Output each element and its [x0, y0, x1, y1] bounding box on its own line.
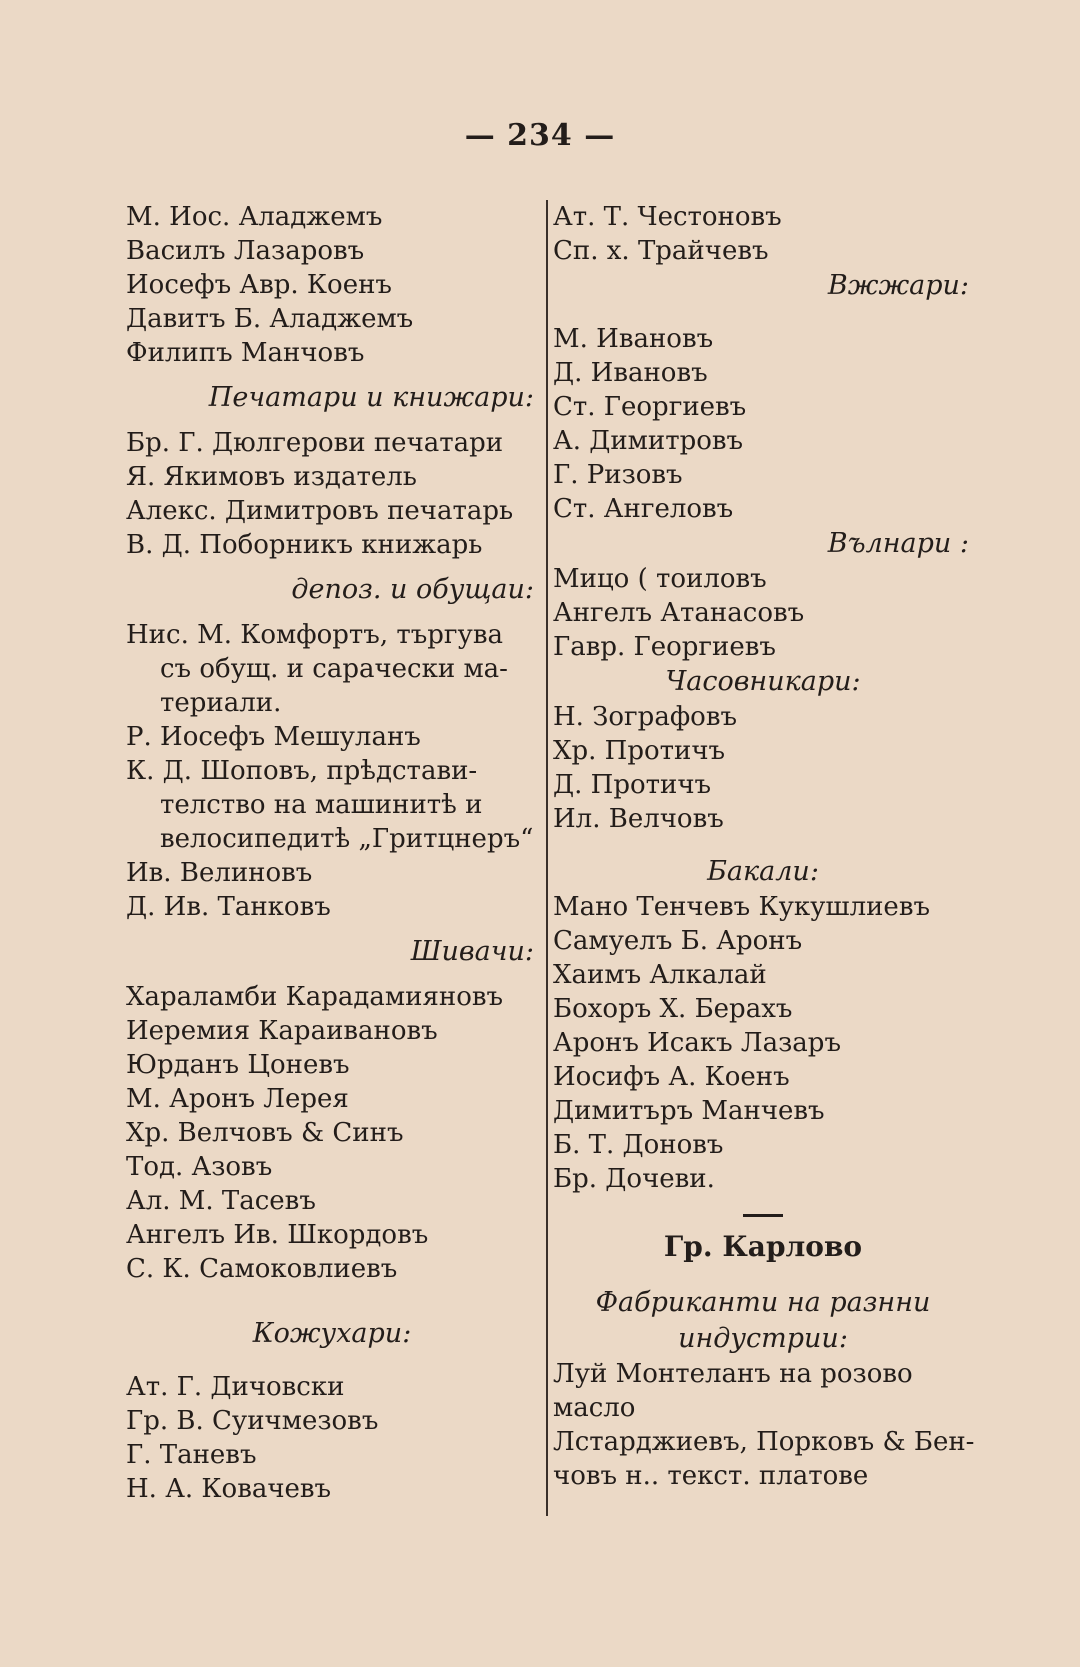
list-item: Гавр. Георгиевъ	[553, 632, 776, 662]
list-item: Бохоръ Х. Берахъ	[553, 994, 793, 1024]
list-item: Давитъ Б. Аладжемъ	[126, 304, 414, 334]
list-item: М. Иос. Аладжемъ	[126, 202, 383, 232]
list-item: Г. Ризовъ	[553, 460, 683, 490]
section-heading-ropemakers: Вжжари:	[827, 270, 969, 301]
list-item: Димитъръ Манчевъ	[553, 1096, 825, 1126]
city-heading: Гр. Карлово	[663, 1230, 863, 1263]
list-item: Г. Таневъ	[126, 1440, 257, 1470]
list-item: Ил. Велчовъ	[553, 804, 724, 834]
list-item: М. Ивановъ	[553, 324, 714, 354]
list-item: Василъ Лазаровъ	[126, 236, 365, 266]
list-item: Лстарджиевъ, Порковъ & Бен-	[553, 1427, 975, 1457]
section-heading-deposits: депоз. и обущаи:	[291, 574, 534, 605]
section-heading-woolers: Вълнари :	[827, 528, 969, 559]
section-heading-manufacturers: Фабриканти на разнни	[595, 1287, 931, 1318]
list-item: Иосифъ А. Коенъ	[553, 1062, 790, 1092]
list-item: Юрданъ Цоневъ	[126, 1050, 350, 1080]
list-item: Хр. Велчовъ & Синъ	[126, 1118, 404, 1148]
list-item: Хаимъ Алкалай	[553, 960, 767, 990]
column-divider	[546, 200, 548, 1516]
left-column	[126, 200, 538, 1506]
list-item: Гр. В. Суичмезовъ	[126, 1406, 379, 1436]
section-heading-tailors: Шивачи:	[410, 936, 534, 967]
section-heading-watchmakers: Часовникари:	[665, 666, 861, 697]
list-item: Н. Зографовъ	[553, 702, 738, 732]
list-item: К. Д. Шоповъ, прѣдстави-	[126, 756, 478, 786]
list-item: Я. Якимовъ издатель	[126, 462, 417, 492]
list-item: Н. А. Ковачевъ	[126, 1474, 332, 1504]
list-item: Нис. М. Комфортъ, търгува	[126, 620, 503, 650]
list-item: Иосефъ Авр. Коенъ	[126, 270, 392, 300]
list-item: масло	[553, 1393, 636, 1423]
list-item: Хараламби Карадамияновъ	[126, 982, 504, 1012]
list-item: Мицо ( тоиловъ	[553, 564, 767, 594]
list-item: телство на машинитѣ и	[160, 790, 483, 820]
section-heading-manufacturers-cont: индустрии:	[678, 1323, 848, 1354]
list-item: Алекс. Димитровъ печатарь	[126, 496, 514, 526]
list-item: съ обущ. и сарачески ма-	[160, 654, 508, 684]
list-item: Ст. Георгиевъ	[553, 392, 747, 422]
list-item: териали.	[160, 688, 282, 718]
list-item: човъ н.. текст. платове	[553, 1461, 869, 1491]
list-item: Иеремия Караивановъ	[126, 1016, 438, 1046]
list-item: Луй Монтеланъ на розово	[553, 1359, 913, 1389]
list-item: Б. Т. Доновъ	[553, 1130, 724, 1160]
page-number: — 234 —	[464, 118, 616, 153]
list-item: Самуелъ Б. Аронъ	[553, 926, 803, 956]
list-item: Ал. М. Тасевъ	[126, 1186, 316, 1216]
list-item: Аронъ Исакъ Лазаръ	[553, 1028, 841, 1058]
list-item: Бр. Дочеви.	[553, 1164, 715, 1194]
list-item: велосипедитѣ „Гритцнеръ“	[160, 824, 534, 854]
list-item: Бр. Г. Дюлгерови печатари	[126, 428, 504, 458]
list-item: Ат. Т. Честоновъ	[553, 202, 782, 232]
list-item: Ангелъ Ив. Шкордовъ	[126, 1220, 429, 1250]
right-column	[553, 200, 973, 1493]
list-item: Сп. х. Трайчевъ	[553, 236, 769, 266]
list-item: Ив. Велиновъ	[126, 858, 313, 888]
list-item: М. Аронъ Лерея	[126, 1084, 349, 1114]
list-item: А. Димитровъ	[553, 426, 744, 456]
list-item: В. Д. Поборникъ книжарь	[126, 530, 483, 560]
list-item: Д. Протичъ	[553, 770, 712, 800]
list-item: Д. Ивановъ	[553, 358, 708, 388]
list-item: Ат. Г. Дичовски	[126, 1372, 345, 1402]
list-item: Мано Тенчевъ Кукушлиевъ	[553, 892, 930, 922]
list-item: Филипъ Манчовъ	[126, 338, 365, 368]
section-heading-printers: Печатари и книжари:	[208, 382, 534, 413]
list-item: Р. Иосефъ Мешуланъ	[126, 722, 421, 752]
section-heading-furriers: Кожухари:	[252, 1318, 412, 1349]
list-item: Тод. Азовъ	[126, 1152, 273, 1182]
list-item: С. К. Самоковлиевъ	[126, 1254, 398, 1284]
section-heading-grocers: Бакали:	[707, 856, 819, 887]
list-item: Ст. Ангеловъ	[553, 494, 734, 524]
list-item: Д. Ив. Танковъ	[126, 892, 331, 922]
list-item: Хр. Протичъ	[553, 736, 726, 766]
list-item: Ангелъ Атанасовъ	[553, 598, 805, 628]
